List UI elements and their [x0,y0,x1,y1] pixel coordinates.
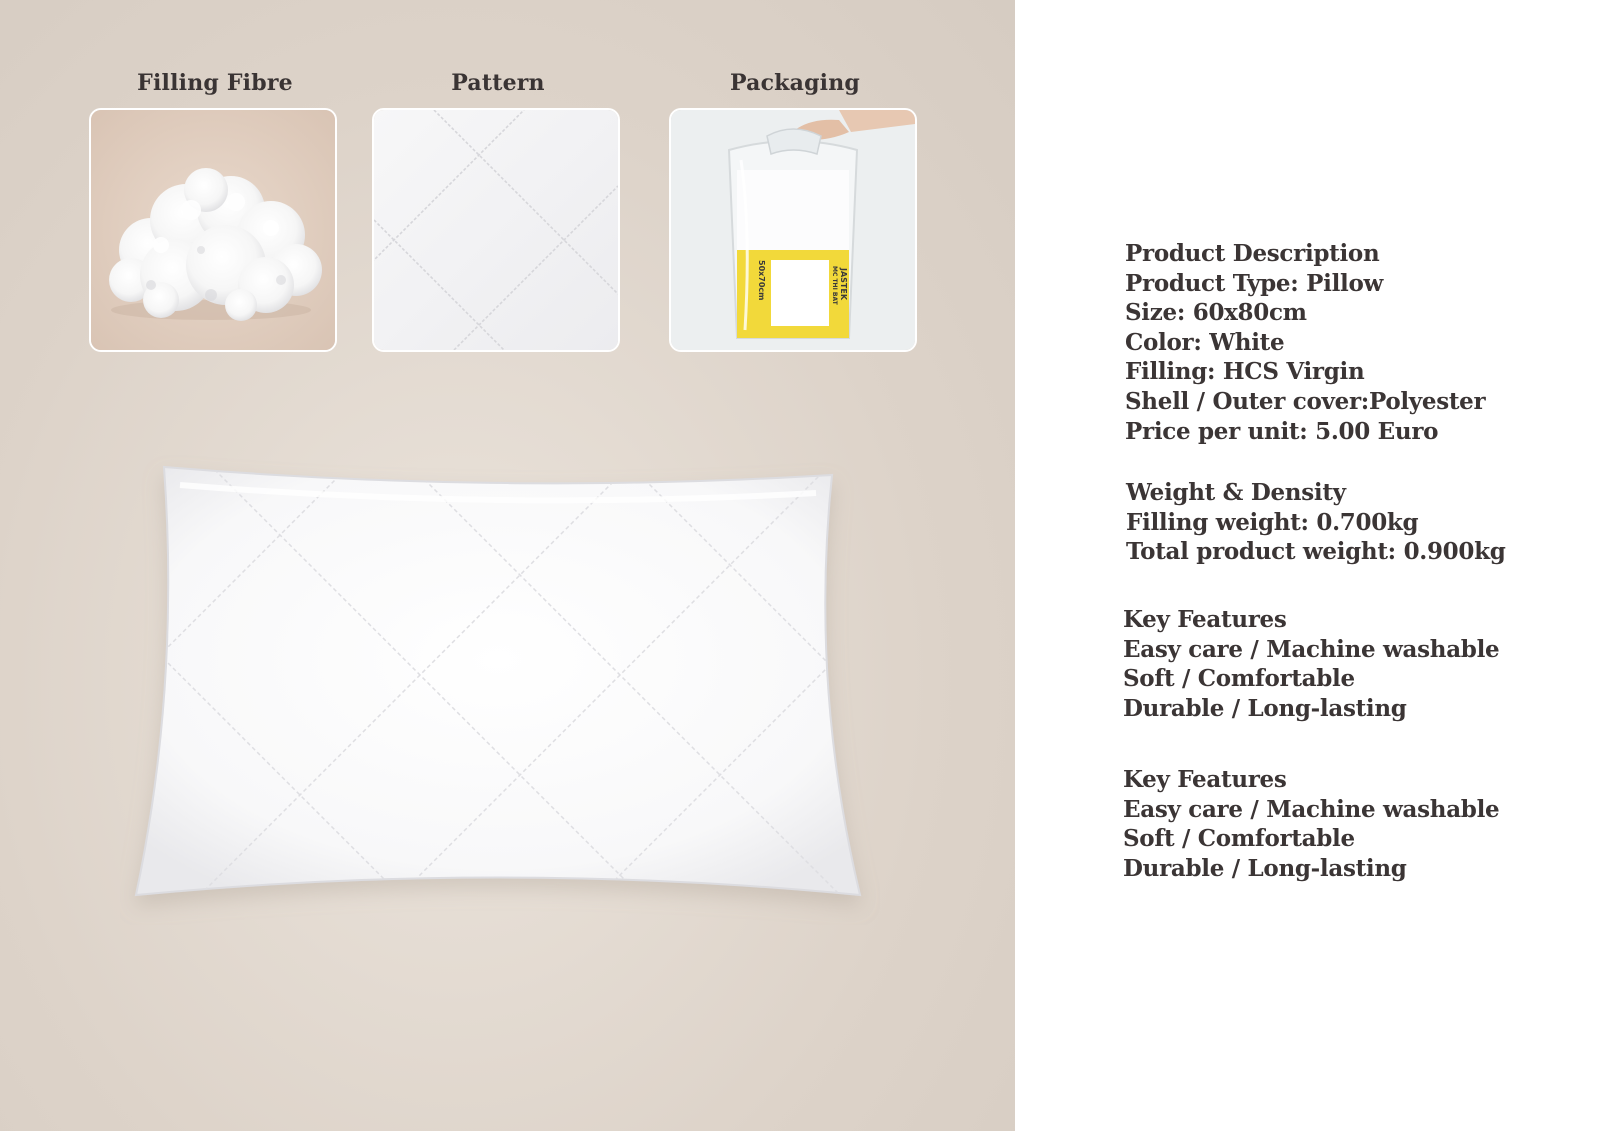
feature-line: Easy care / Machine washable [1123,635,1500,663]
pillow-image [120,455,880,925]
bag-brand-text: JASTEK [839,268,848,301]
spec-line: Size: 60x80cm [1125,299,1307,327]
section-heading: Key Features [1123,766,1287,793]
weight-density-section [1126,478,1506,567]
spec-line: Color: White [1125,328,1285,356]
packaging-image [669,108,917,352]
bag-subbrand-text: MC THI BAT [831,266,838,305]
spec-line: Shell / Outer cover:Polyester [1125,387,1486,415]
spec-line: Total product weight: 0.900kg [1126,538,1506,566]
spec-line: Filling: HCS Virgin [1125,358,1365,386]
spec-line: Product Type: Pillow [1125,269,1384,297]
feature-line: Durable / Long-lasting [1123,694,1407,722]
key-features-section [1123,605,1499,723]
section-heading: Key Features [1123,606,1287,633]
pattern-image [372,108,620,352]
feature-line: Durable / Long-lasting [1123,854,1407,882]
feature-line: Easy care / Machine washable [1123,795,1500,823]
feature-line: Soft / Comfortable [1123,665,1355,693]
spec-line: Price per unit: 5.00 Euro [1125,417,1439,445]
filling-fibre-image [89,108,337,352]
pattern-label: Pattern [451,70,545,96]
key-features-section-repeat [1123,765,1499,883]
filling-fibre-label: Filling Fibre [137,70,293,96]
product-details-panel [1015,0,1600,1131]
section-heading: Product Description [1125,240,1380,267]
spec-line: Filling weight: 0.700kg [1126,508,1419,536]
section-heading: Weight & Density [1126,479,1346,506]
packaging-label: Packaging [729,70,861,96]
feature-line: Soft / Comfortable [1123,825,1355,853]
product-description-section [1125,239,1485,446]
bag-size-text: 50x70cm [757,260,766,301]
